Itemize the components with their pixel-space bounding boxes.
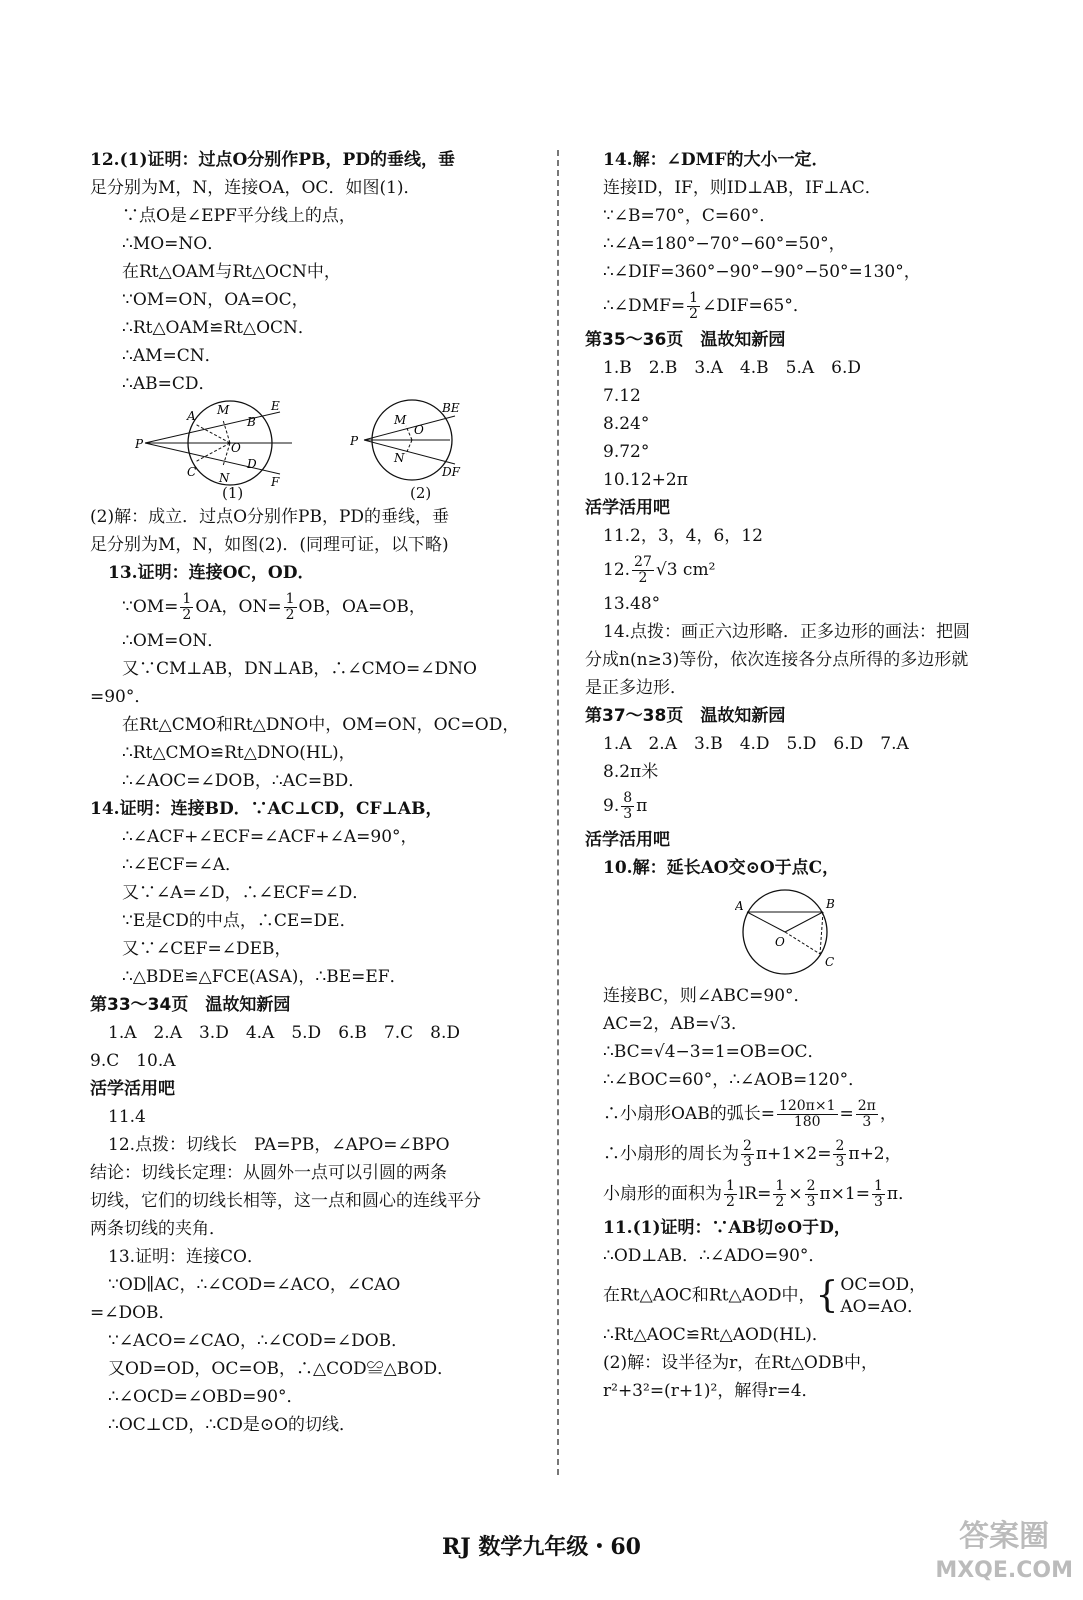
answer-line: 9.C 10.A <box>90 1051 176 1071</box>
answer-line: 9.72° <box>603 442 650 462</box>
area-line: 小扇形的面积为 $\frac{1}{2}$ lR= $\frac{1}{2}$ × $\frac{2}{3}$ π×1= $\frac{1}{3}$ π． <box>603 1178 916 1210</box>
svg-text:C: C <box>187 465 197 479</box>
text-line: 分成n(n≥3)等份，依次连接各分点所得的多边形就 <box>585 650 969 670</box>
text-line: 足分别为M，N，如图(2)．(同理可证，以下略) <box>90 535 449 555</box>
equation-system-line: 在Rt△AOC和Rt△AOD中，{ OC=OD， AO=AO． <box>603 1274 927 1317</box>
fraction: $\frac{1}{2}$ <box>726 1178 735 1210</box>
q12-part2 <box>90 503 550 559</box>
fraction-line: ∴∠DMF= $\frac{1}{2}$ ∠DIF=65°． <box>603 290 810 322</box>
text-line: 又∵CM⊥AB，DN⊥AB，∴∠CMO=∠DNO <box>122 659 477 679</box>
text-line: 又∵∠A=∠D，∴∠ECF=∠D． <box>122 883 370 903</box>
svg-text:A: A <box>187 409 196 423</box>
answer-line: 1.B 2.B 3.A 4.B 5.A 6.D <box>603 358 861 378</box>
svg-text:F: F <box>271 475 280 489</box>
answer-line: 10.12+2π <box>603 470 688 490</box>
text-line: ∵OM=ON，OA=OC， <box>122 290 309 310</box>
svg-text:O: O <box>231 441 241 455</box>
text-line: =∠DOB． <box>90 1303 176 1323</box>
svg-text:C: C <box>825 955 835 969</box>
perimeter-line: ∴小扇形的周长为 $\frac{2}{3}$ π+1×2= $\frac{2}{3}$ π+2， <box>603 1138 902 1170</box>
fraction: $\frac{8}{3}$ <box>623 790 633 822</box>
text-line: ∵E是CD的中点，∴CE=DE． <box>122 911 357 931</box>
text-line: 切线，它们的切线长相等，这一点和圆心的连线平分 <box>90 1191 481 1211</box>
text-line: ∴∠DIF=360°−90°−90°−50°=130°， <box>603 262 921 282</box>
text-line: 连接ID，IF，则ID⊥AB，IF⊥AC． <box>603 178 882 198</box>
svg-text:A: A <box>735 899 744 913</box>
text-line: 是正多边形． <box>585 678 687 698</box>
text-line: 14.证明：连接BD．∵AC⊥CD，CF⊥AB， <box>90 799 443 819</box>
q13 <box>90 559 550 795</box>
answer-line: 7.12 <box>603 386 641 406</box>
text-line: (2)解：设半径为r，在Rt△ODB中， <box>603 1352 878 1373</box>
text-line: ∴OC⊥CD，∴CD是⊙O的切线． <box>108 1415 357 1435</box>
left-column <box>90 146 550 1439</box>
text-line: 13.证明：连接CO． <box>108 1247 264 1267</box>
text-line: ∴MO=NO． <box>122 234 225 254</box>
circle-sector-diagram <box>735 882 845 982</box>
fraction: $\frac{1}{2}$ <box>182 591 192 623</box>
fraction: $\frac{1}{2}$ <box>689 290 699 322</box>
answer-line: 1.A 2.A 3.D 4.A 5.D 6.B 7.C 8.D <box>108 1023 460 1043</box>
figure-1-caption: (1) <box>222 484 244 502</box>
section-heading: 第35～36页 温故知新园 <box>585 330 786 350</box>
text-line: ∴∠A=180°−70°−60°=50°， <box>603 234 846 254</box>
svg-text:P: P <box>350 434 359 448</box>
text-line: ∴Rt△OAM≌Rt△OCN． <box>122 318 315 338</box>
answer-line: 9. $\frac{8}{3}$ π <box>603 790 648 822</box>
text-line: 又∵∠CEF=∠DEB， <box>122 939 292 959</box>
text-fragment: OB，OA=OB， <box>298 597 426 617</box>
text-line: 10.解：延长AO交⊙O于点C， <box>603 858 840 878</box>
text-line: ∴OD⊥AB．∴∠ADO=90°． <box>603 1246 826 1266</box>
fraction: $\frac{2}{3}$ <box>743 1138 752 1170</box>
svg-text:B: B <box>826 897 835 911</box>
fraction: $\frac{1}{2}$ <box>775 1178 785 1210</box>
arc-length-line: ∴小扇形OAB的弧长= $\frac{120\pi\times 1}{180}$ = $\frac{2\pi}{3}$ ， <box>603 1098 897 1130</box>
svg-text:E: E <box>271 399 280 413</box>
text-fragment: OA，ON= <box>195 597 282 617</box>
svg-text:BE: BE <box>442 401 460 415</box>
section-heading: 第33～34页 温故知新园 <box>90 995 291 1015</box>
fraction: $\frac{120\pi\times 1}{180}$ <box>778 1098 836 1130</box>
text-line: 12.点拨：切线长 PA=PB，∠APO=∠BPO <box>108 1135 450 1155</box>
answer-line: 11.4 <box>108 1107 146 1127</box>
figure-2-caption: (2) <box>410 484 432 502</box>
svg-text:DF: DF <box>442 465 460 479</box>
figure-1-diagram <box>135 398 305 503</box>
section-heading: 活学活用吧 <box>90 1079 175 1099</box>
equation-system: OC=OD， AO=AO． <box>840 1274 927 1317</box>
text-line: r²+3²=(r+1)²，解得r=4． <box>603 1380 819 1401</box>
svg-text:O: O <box>414 423 424 437</box>
text-line: 14.点拨：画正六边形略．正多边形的画法：把圆 <box>603 622 971 642</box>
text-line: ∴∠AOC=∠DOB，∴AC=BD． <box>122 771 366 791</box>
text-line: ∴∠ECF=∠A． <box>122 855 243 875</box>
text-line: ∵OD∥AC，∴∠COD=∠ACO，∠CAO <box>108 1275 401 1295</box>
svg-text:M: M <box>394 413 407 427</box>
text-line: 在Rt△OAM与Rt△OCN中， <box>122 262 341 282</box>
fraction: $\frac{1}{3}$ <box>873 1178 883 1210</box>
text-line: (2)解：成立．过点O分别作PB，PD的垂线，垂 <box>90 507 450 527</box>
fraction: $\frac{27}{2}$ <box>634 554 652 586</box>
svg-text:M: M <box>217 403 230 417</box>
q14 <box>90 795 550 991</box>
figure-q10 <box>585 882 1025 982</box>
text-line: ∴Rt△CMO≌Rt△DNO(HL)， <box>122 743 356 763</box>
text-line: 11.(1)证明：∵AB切⊙O于D， <box>603 1218 851 1238</box>
text-line: 在Rt△CMO和Rt△DNO中，OM=ON，OC=OD， <box>122 715 520 735</box>
text-line: 13.证明：连接OC，OD． <box>108 563 315 583</box>
text-line: ∴OM=ON． <box>122 631 225 651</box>
answer-line: 12. $\frac{27}{2}$ √3 cm² <box>603 554 716 586</box>
text-line: ∴AB=CD． <box>122 374 216 394</box>
text-line: ∴BC=√4−3=1=OB=OC． <box>603 1042 825 1062</box>
text-line: ∵∠ACO=∠CAO，∴∠COD=∠DOB． <box>108 1331 409 1351</box>
svg-text:P: P <box>135 437 144 451</box>
text-line: ∵点O是∠EPF平分线上的点， <box>122 206 356 226</box>
page-footer: RJ 数学九年级・60 <box>442 1534 641 1560</box>
text-line: ∴∠ACF+∠ECF=∠ACF+∠A=90°， <box>122 827 418 847</box>
right-column <box>585 146 1025 1405</box>
section-heading: 活学活用吧 <box>585 498 670 518</box>
answer-line: 8.24° <box>603 414 650 434</box>
text-line: ∴△BDE≌△FCE(ASA)，∴BE=EF． <box>122 967 407 987</box>
column-divider <box>557 150 559 1475</box>
svg-text:N: N <box>394 451 405 465</box>
fraction: $\frac{2}{3}$ <box>835 1138 845 1170</box>
text-line: 两条切线的夹角． <box>90 1219 226 1239</box>
fraction: $\frac{1}{2}$ <box>285 591 295 623</box>
svg-text:B: B <box>247 415 256 429</box>
text-line: =90°． <box>90 687 152 707</box>
section-heading: 活学活用吧 <box>585 830 670 850</box>
svg-text:O: O <box>775 935 785 949</box>
q12-part1 <box>90 146 550 398</box>
answer-line: 8.2π米 <box>603 762 659 782</box>
answer-line: 1.A 2.A 3.B 4.D 5.D 6.D 7.A <box>603 734 909 754</box>
text-line: ∵∠B=70°，C=60°． <box>603 206 777 226</box>
text-line: ∴∠BOC=60°，∴∠AOB=120°． <box>603 1070 866 1090</box>
brace-glyph: { <box>815 1274 839 1316</box>
fraction: $\frac{2}{3}$ <box>806 1178 816 1210</box>
figure-q12 <box>90 398 550 503</box>
text-line: ∴AM=CN． <box>122 346 222 366</box>
section-heading: 第37～38页 温故知新园 <box>585 706 786 726</box>
answer-line: 13.48° <box>603 594 661 614</box>
text-line: ∴Rt△AOC≌Rt△AOD(HL)． <box>603 1324 829 1345</box>
text-fragment: ∵OM= <box>122 597 179 617</box>
watermark-text: 答案圈 <box>959 1519 1050 1554</box>
text-line: 又OD=OD，OC=OB，∴△COD≌△BOD． <box>108 1359 455 1379</box>
answer-line: 11.2，3，4，6，12 <box>603 526 763 546</box>
text-line: ∴∠OCD=∠OBD=90°． <box>108 1387 304 1407</box>
svg-text:N: N <box>219 471 230 485</box>
fraction-line <box>90 587 550 627</box>
watermark-url: MXQE.COM <box>935 1558 1073 1583</box>
text-line: 12.(1)证明：过点O分别作PB，PD的垂线，垂 <box>90 150 455 170</box>
text-line: AC=2，AB=√3． <box>603 1014 749 1034</box>
svg-text:D: D <box>247 457 257 471</box>
text-line: 14.解：∠DMF的大小一定． <box>603 150 829 170</box>
text-line: 足分别为M，N，连接OA，OC．如图(1)． <box>90 178 421 198</box>
fraction: $\frac{2\pi}{3}$ <box>857 1098 876 1130</box>
text-line: 连接BC，则∠ABC=90°． <box>603 986 811 1006</box>
watermark-logo <box>935 1520 1073 1588</box>
text-line: 结论：切线长定理：从圆外一点可以引圆的两条 <box>90 1163 447 1183</box>
